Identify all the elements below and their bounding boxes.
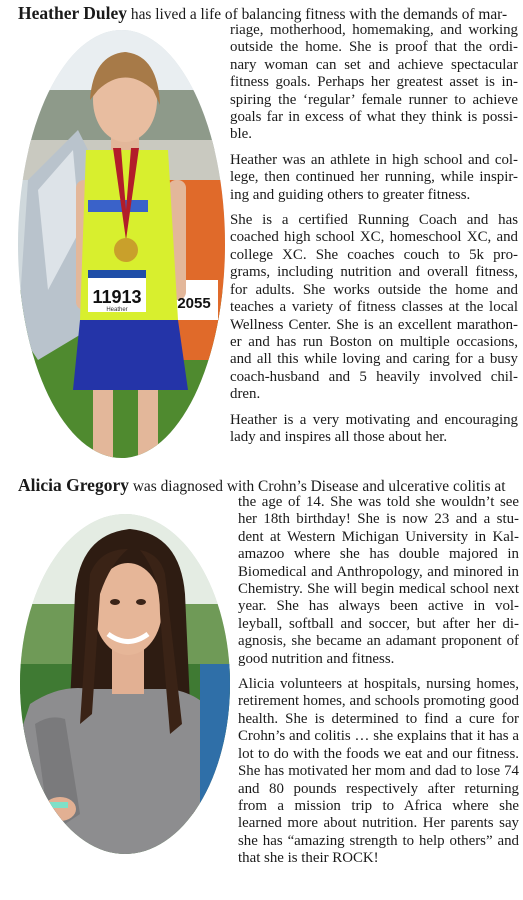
alicia-body-text (238, 494, 519, 876)
heather-paragraph-2: Heather was an athlete in high school and col- lege, then continued her running, while inspir- ing and guiding others to greater fitness. (230, 151, 518, 203)
heather-name: Heather Duley (18, 3, 128, 23)
alicia-name: Alicia Gregory (18, 475, 129, 495)
heather-paragraph-4: Heather is a very motivating and encouraging lady and inspires all those about her. (230, 411, 518, 445)
alicia-paragraph-1: the age of 14. She was told she wouldn’t see her 18th birthday! She is now 23 and a stu- dent at Western Michigan University in Kal- amazoo where she has double majored in Biomedical and Anthropology, and minored in Chemistry. She will begin medical school next year. She has always been active in vol- leyball, softball and soccer, but after her di- agnosis, she became an adamant proponent of good nutrition and fitness. (238, 494, 519, 667)
bio-alicia-gregory (0, 470, 523, 900)
heather-paragraph-3: She is a certified Running Coach and has coached high school XC, homeschool XC, and college XC. She coaches couch to 5k pro- grams, including nutrition and overall fitness, for adults. She works outside the home and teaches a variety of fitness classes at the local Wellness Center. She is an excellent marathon- er and has run Boston on multiple occasions, and all this while loving and caring for a busy coach-husband and 5 heavily involved chil- dren. (230, 212, 518, 403)
runner-bib-number: 2055 (177, 295, 211, 312)
heather-photo-illustration (18, 30, 225, 458)
heather-photo (18, 30, 225, 458)
heather-first-line (18, 4, 518, 24)
alicia-opening-text: was diagnosed with Crohn’s Disease and ulcerative colitis at (128, 478, 506, 495)
heather-opening-text: has lived a life of balancing fitness with the demands of mar- (127, 6, 508, 23)
alicia-photo-illustration (20, 514, 230, 854)
heather-bib-name: Heather (106, 307, 128, 313)
heather-body-text (230, 22, 518, 454)
heather-bib-number: 11913 (92, 287, 142, 307)
alicia-photo (20, 514, 230, 854)
alicia-first-line (18, 476, 518, 496)
heather-paragraph-1: riage, motherhood, homemaking, and working outside the home. She is proof that the ordi- nary woman can set and achieve spectacular fitness goals. Perhaps her greatest asset is in- spiring the ‘regular’ female runner to achieve goals far in excess of what they think is possi- ble. (230, 22, 518, 143)
alicia-paragraph-2: Alicia volunteers at hospitals, nursing homes, retirement homes, and schools promoting good health. She is determined to find a cure for Crohn’s and colitis … she explains that it has a lot to do with the foods we eat and our fitness. She has motivated her mom and dad to lose 74 and 80 pounds respectively after returning from a mission trip to Africa where she learned more about nutrition. Her parents say she has “amazing strength to help others” and that she is their ROCK! (238, 676, 519, 867)
